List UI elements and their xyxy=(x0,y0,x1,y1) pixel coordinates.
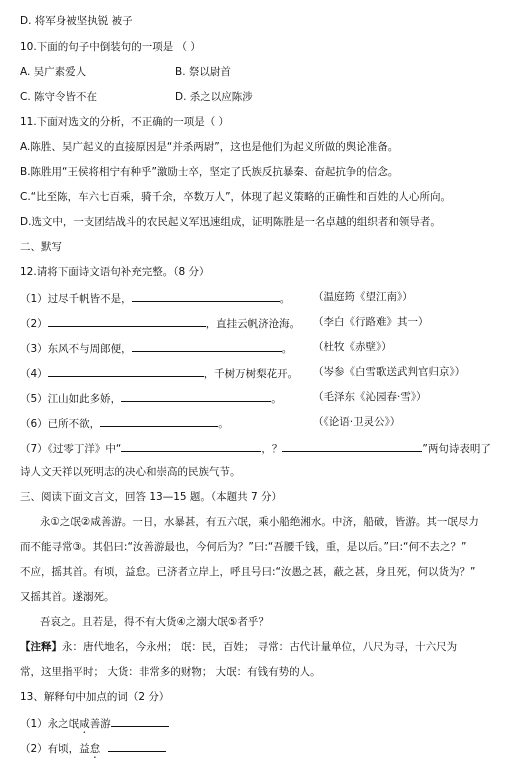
answer-blank[interactable] xyxy=(132,340,282,352)
q13-item-pre: （2）有顷，益 xyxy=(20,743,90,755)
q12-item-pre: （5）江山如此多娇， xyxy=(20,393,122,405)
q12-item-post: ，直挂云帆济沧海。 xyxy=(205,318,301,330)
notes-label: 【注释】 xyxy=(20,641,62,653)
notes-line-2: 常，这里指平时； 大货：非常多的财物； 大氓：有钱有势的人。 xyxy=(20,666,321,678)
q13-item-1 xyxy=(20,715,169,736)
passage-line: 而不能寻常③。其侣曰:“汝善游最也，今何后为？”曰:“吾腰千钱，重，是以后。”曰:“何不去之？” xyxy=(20,541,467,553)
q12-item-7-line2: 诗人文天祥以死明志的决心和崇高的民族气节。 xyxy=(20,466,241,478)
answer-blank[interactable] xyxy=(108,740,166,752)
notes-line-1 xyxy=(20,640,457,654)
q12-item-7 xyxy=(20,440,491,456)
q12-item-4-source: （岑参《白雪歌送武判官归京》） xyxy=(313,366,466,378)
q12-item-mid: ，？ xyxy=(261,443,283,455)
q12-item-post: ”两句诗表明了 xyxy=(422,443,491,455)
answer-blank[interactable] xyxy=(48,365,204,377)
notes-text: 永：唐代地名，今永州； 氓：民，百姓； 寻常：古代计量单位，八尺为寻，十六尺为 xyxy=(62,641,458,653)
q12-item-post: 。 xyxy=(281,343,293,355)
q10-option-d: D. 杀之以应陈涉 xyxy=(175,91,253,103)
q12-item-pre: （2） xyxy=(20,318,48,330)
answer-blank[interactable] xyxy=(100,415,218,427)
q12-item-pre: （4） xyxy=(20,368,48,380)
q12-item-2 xyxy=(20,315,300,331)
dotted-word: 咸 xyxy=(79,718,90,730)
dotted-word: 怠 xyxy=(89,743,101,755)
passage-line: 永①之氓②咸善游。一日，水暴甚，有五六氓，乘小船绝湘水。中济，船破，皆游。其一氓尽力 xyxy=(40,516,479,528)
section-3-heading: 三、阅读下面文言文，回答 13—15 题。（本题共 7 分） xyxy=(20,491,283,503)
passage-line: 不应，摇其首。有顷，益怠。已济者立岸上，呼且号曰:“汝愚之甚，蔽之甚，身且死，何以货为？” xyxy=(20,566,476,578)
passage-line: 又摇其首。遂溺死。 xyxy=(20,591,115,603)
q12-item-5 xyxy=(20,390,282,406)
q12-item-post: 。 xyxy=(279,293,291,305)
q12-item-pre: （6）已所不欲， xyxy=(20,418,101,430)
answer-blank[interactable] xyxy=(132,290,280,302)
q12-item-2-source: （李白《行路难》其一） xyxy=(313,316,429,328)
answer-blank[interactable] xyxy=(121,440,261,452)
section-2-heading: 二、默写 xyxy=(20,241,62,253)
q12-item-post: 。 xyxy=(271,393,282,405)
q11-stem: 11.下面对选文的分析，不正确的一项是（ ） xyxy=(20,116,230,128)
q12-item-6-source: （《论语·卫灵公》） xyxy=(313,416,401,428)
q10-option-c: C. 陈守令皆不在 xyxy=(20,91,98,103)
q12-item-pre: （3）东风不与周郎便， xyxy=(20,343,132,355)
q10-stem: 10.下面的句子中倒装句的一项是 （ ） xyxy=(20,41,201,53)
q12-item-1 xyxy=(20,290,290,306)
q12-item-post: ，千树万树梨花开。 xyxy=(203,368,299,380)
q12-item-5-source: （毛泽东《沁园春·雪》） xyxy=(313,391,427,403)
q12-item-post: 。 xyxy=(218,418,229,430)
q12-item-6 xyxy=(20,415,229,431)
answer-blank[interactable] xyxy=(121,390,271,402)
q11-option-a: A.陈胜、吴广起义的直接原因是“并杀两尉”，这也是他们为起义所做的舆论准备。 xyxy=(20,141,399,153)
q10-option-b: B. 祭以尉首 xyxy=(175,66,231,78)
q13-item-2 xyxy=(20,740,166,761)
passage-line: 吾哀之。且若是，得不有大货④之溺大氓⑤者乎？ xyxy=(40,616,269,628)
q11-option-b: B.陈胜用“王侯将相宁有种乎”激励士卒，坚定了氏族反抗暴秦、奋起抗争的信念。 xyxy=(20,166,399,178)
q12-stem: 12.请将下面诗文语句补充完整。（8 分） xyxy=(20,266,210,278)
answer-blank[interactable] xyxy=(111,715,169,727)
q11-option-d: D.选文中，一支团结战斗的农民起义军迅速组成，证明陈胜是一名卓越的组织者和领导者。 xyxy=(20,216,441,228)
q12-item-3 xyxy=(20,340,292,356)
q13-item-post: 善游 xyxy=(89,718,111,730)
q13-item-pre: （1）永之氓 xyxy=(20,718,80,730)
q12-item-3-source: （杜牧《赤壁》） xyxy=(313,341,392,353)
q12-item-4 xyxy=(20,365,298,381)
q9-option-d: D. 将军身被坚执锐 被子 xyxy=(20,15,133,27)
q12-item-pre: （1）过尽千帆皆不是， xyxy=(20,293,132,305)
answer-blank[interactable] xyxy=(282,440,422,452)
q13-stem: 13、解释句中加点的词（2 分） xyxy=(20,691,170,703)
q10-option-a: A. 吴广素爱人 xyxy=(20,66,87,78)
q12-item-pre: （7）《过零丁洋》中“ xyxy=(20,443,122,455)
q11-option-c: C.“比至陈，车六七百乘，骑千余，卒数万人”，体现了起义策略的正确性和百姓的人心所向。 xyxy=(20,191,452,203)
q12-item-1-source: （温庭筠《望江南》） xyxy=(313,291,413,303)
answer-blank[interactable] xyxy=(48,315,206,327)
